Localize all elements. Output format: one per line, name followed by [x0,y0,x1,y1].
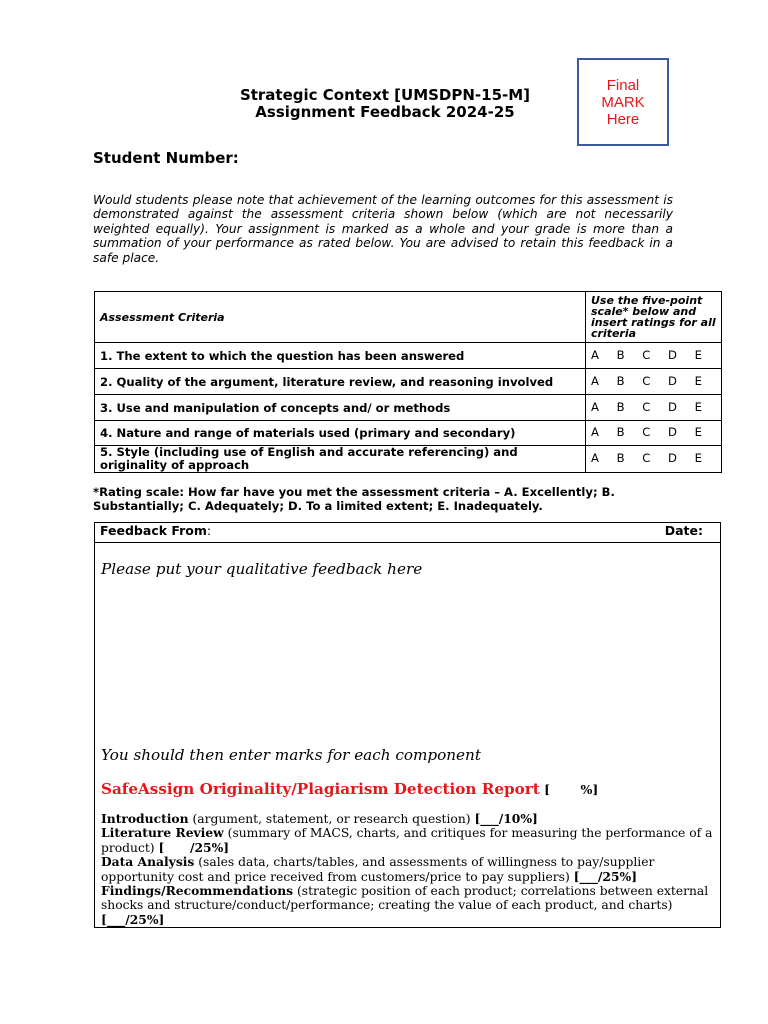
component-desc: (sales data, charts/tables, and assessments of willingness to pay/supplier opportunity cost and price received from customers/price to pay suppliers) [101,855,655,884]
feedback-date-label[interactable]: Date: [664,523,703,538]
feedback-header [94,522,721,543]
criteria-label: 2. Quality of the argument, literature review, and reasoning involved [95,369,586,395]
safeassign-label: SafeAssign Originality/Plagiarism Detection Report [101,780,540,798]
feedback-from-label: Feedback From [100,523,207,538]
criteria-header-right: Use the five-point scale* below and insert ratings for all criteria [586,292,722,343]
safeassign-report [101,780,598,798]
criteria-rating-cell[interactable]: A B C D E [586,343,722,369]
qualitative-feedback-prompt[interactable]: Please put your qualitative feedback here [101,560,423,578]
criteria-label: 4. Nature and range of materials used (primary and secondary) [95,421,586,446]
component-item [101,884,713,927]
criteria-table [94,291,722,473]
final-mark-line3: Here [606,110,640,128]
criteria-row [95,369,722,395]
rating-scale-note: *Rating scale: How far have you met the assessment criteria – A. Excellently; B. Substantially; C. Adequately; D. To a limited extent; E. Inadequately. [93,485,615,513]
criteria-rating-cell[interactable]: A B C D E [586,421,722,446]
component-mark[interactable]: [___/10%] [474,811,538,826]
safeassign-percent[interactable]: [ %] [539,782,599,797]
final-mark-line2: MARK [601,93,645,111]
component-desc: (strategic position of each product; correlations between external shocks and structure/conduct/performance; creating the value of each product, and charts) [101,884,709,913]
component-name: Literature Review [101,825,224,841]
component-name: Data Analysis [101,854,195,870]
component-desc: (argument, statement, or research question) [188,812,475,826]
final-mark-box[interactable] [577,58,669,146]
criteria-row [95,395,722,421]
intro-paragraph: Would students please note that achievement of the learning outcomes for this assessment is demonstrated against the assessment criteria shown below (which are not necessarily weighted equally). Your assignment is marked as a whole and your grade is more than a summation of your performance as rated below. You are advised to retain this feedback in a safe place. [93,193,673,265]
component-desc: (summary of MACS, charts, and critiques for measuring the performance of a product) [101,826,713,855]
criteria-label: 3. Use and manipulation of concepts and/ or methods [95,395,586,421]
component-item [101,826,713,855]
component-name: Introduction [101,811,189,826]
component-item [101,855,713,884]
criteria-label: 1. The extent to which the question has been answered [95,343,586,369]
criteria-row [95,446,722,473]
component-name: Findings/Recommendations [101,883,294,899]
criteria-header-left: Assessment Criteria [95,292,586,343]
component-item [101,812,713,826]
criteria-rating-cell[interactable]: A B C D E [586,446,722,473]
final-mark-line1: Final [606,76,640,94]
criteria-header-row [95,292,722,343]
criteria-rating-cell[interactable]: A B C D E [586,369,722,395]
criteria-rating-cell[interactable]: A B C D E [586,395,722,421]
marks-instruction: You should then enter marks for each component [101,746,481,764]
component-marks [101,812,713,927]
title-line1: Strategic Context [UMSDPN-15-M] [239,86,531,104]
feedback-from[interactable] [100,523,211,538]
component-mark[interactable]: [___/25%] [573,868,638,884]
criteria-row [95,343,722,369]
component-mark[interactable]: [ /25%] [158,839,230,855]
criteria-row [95,421,722,446]
student-number-label: Student Number: [93,149,239,167]
document-title [200,87,570,121]
criteria-label: 5. Style (including use of English and accurate referencing) and originality of approach [95,446,586,473]
title-line2: Assignment Feedback 2024-25 [255,103,515,121]
component-mark[interactable]: [___/25%] [101,911,165,927]
feedback-from-colon: : [206,523,212,538]
